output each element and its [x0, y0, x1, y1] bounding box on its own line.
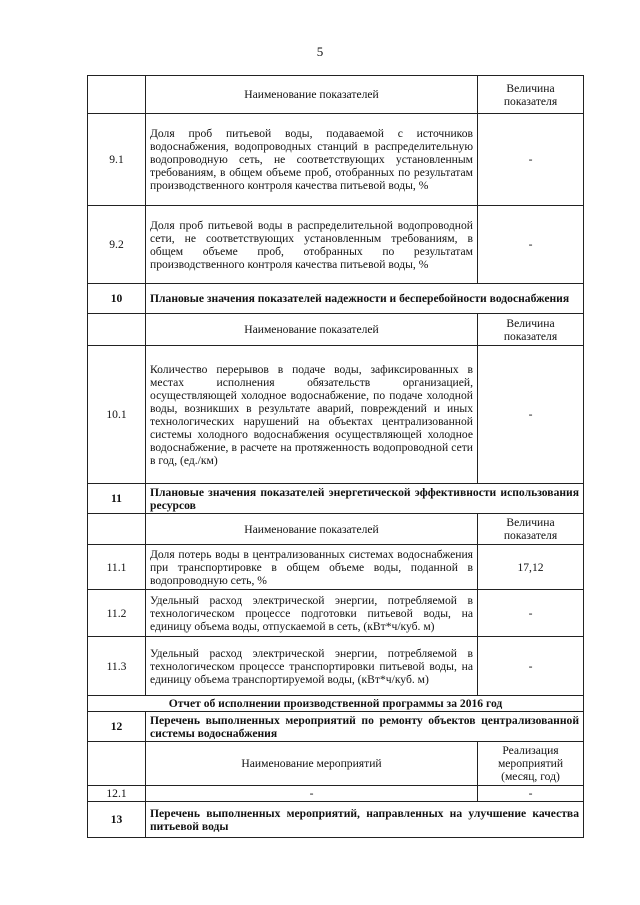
row-value: 17,12	[478, 545, 584, 590]
row-value: -	[478, 346, 584, 484]
header-row	[88, 742, 584, 786]
table-row	[88, 637, 584, 696]
section-row	[88, 284, 584, 314]
table-row	[88, 590, 584, 637]
row-number: 9.2	[88, 206, 146, 284]
row-description: Удельный расход электрической энергии, потребляемой в технологическом процессе транспортировки питьевой воды, на единицу объема транспортируемой воды, (кВт*ч/куб. м)	[146, 637, 478, 696]
header-num-cell	[88, 314, 146, 346]
section-row	[88, 802, 584, 838]
section-title: Перечень выполненных мероприятий по ремонту объектов централизованной системы водоснабжения	[146, 712, 584, 742]
section-row	[88, 484, 584, 514]
row-number: 12.1	[88, 786, 146, 802]
row-number: 9.1	[88, 114, 146, 206]
header-value-cell: Величина показателя	[478, 76, 584, 114]
row-number: 10.1	[88, 346, 146, 484]
row-value: -	[478, 786, 584, 802]
header-value-cell: Реализация мероприятий (месяц, год)	[478, 742, 584, 786]
row-value: -	[478, 206, 584, 284]
header-num-cell	[88, 76, 146, 114]
header-num-cell	[88, 514, 146, 545]
page-number: 5	[316, 44, 324, 59]
header-num-cell	[88, 742, 146, 786]
row-description: Доля проб питьевой воды в распределительной водопроводной сети, не соответствующих установленным требованиям, в общем объеме проб, отобранных по результатам производственного контроля качества питьевой воды, %	[146, 206, 478, 284]
table-row	[88, 346, 584, 484]
table-row	[88, 545, 584, 590]
row-description: Доля потерь воды в централизованных системах водоснабжения при транспортировке в общем объеме воды, поданной в водопроводную сеть, %	[146, 545, 478, 590]
header-name-cell: Наименование показателей	[146, 314, 478, 346]
row-number: 11.3	[88, 637, 146, 696]
row-description: Количество перерывов в подаче воды, зафиксированных в местах исполнения обязательств организацией, осуществляющей холодное водоснабжение, по подаче холодной воды, возникших в результате аварий, повреждений и иных технологических нарушений на объектах централизованной системы холодного водоснабжения осуществляющей холодное водоснабжение, в расчете на протяженность водопроводной сети в год, (ед./км)	[146, 346, 478, 484]
table-row	[88, 114, 584, 206]
row-value: -	[478, 114, 584, 206]
table-row	[88, 786, 584, 802]
section-row	[88, 712, 584, 742]
header-row	[88, 314, 584, 346]
header-value-cell: Величина показателя	[478, 514, 584, 545]
row-description: Удельный расход электрической энергии, потребляемой в технологическом процессе подготовки питьевой воды, на единицу объема воды, отпускаемой в сеть, (кВт*ч/куб. м)	[146, 590, 478, 637]
section-number: 12	[88, 712, 146, 742]
header-row	[88, 76, 584, 114]
header-name-cell: Наименование показателей	[146, 514, 478, 545]
section-number: 10	[88, 284, 146, 314]
report-title: Отчет об исполнении производственной программы за 2016 год	[88, 696, 584, 712]
report-row	[88, 696, 584, 712]
row-number: 11.2	[88, 590, 146, 637]
section-number: 13	[88, 802, 146, 838]
row-value: -	[478, 637, 584, 696]
row-number: 11.1	[88, 545, 146, 590]
section-title: Перечень выполненных мероприятий, направленных на улучшение качества питьевой воды	[146, 802, 584, 838]
header-row	[88, 514, 584, 545]
table-row	[88, 206, 584, 284]
section-title: Плановые значения показателей энергетической эффективности использования ресурсов	[146, 484, 584, 514]
section-number: 11	[88, 484, 146, 514]
section-title: Плановые значения показателей надежности и бесперебойности водоснабжения	[146, 284, 584, 314]
row-description: -	[146, 786, 478, 802]
indicators-table	[87, 75, 584, 838]
header-name-cell: Наименование показателей	[146, 76, 478, 114]
header-value-cell: Величина показателя	[478, 314, 584, 346]
row-value: -	[478, 590, 584, 637]
header-name-cell: Наименование мероприятий	[146, 742, 478, 786]
row-description: Доля проб питьевой воды, подаваемой с источников водоснабжения, водопроводных станций в распределительную водопроводную сеть, не соответствующих установленным требованиям, в общем объеме проб, отобранных по результатам производственного контроля качества питьевой воды, %	[146, 114, 478, 206]
